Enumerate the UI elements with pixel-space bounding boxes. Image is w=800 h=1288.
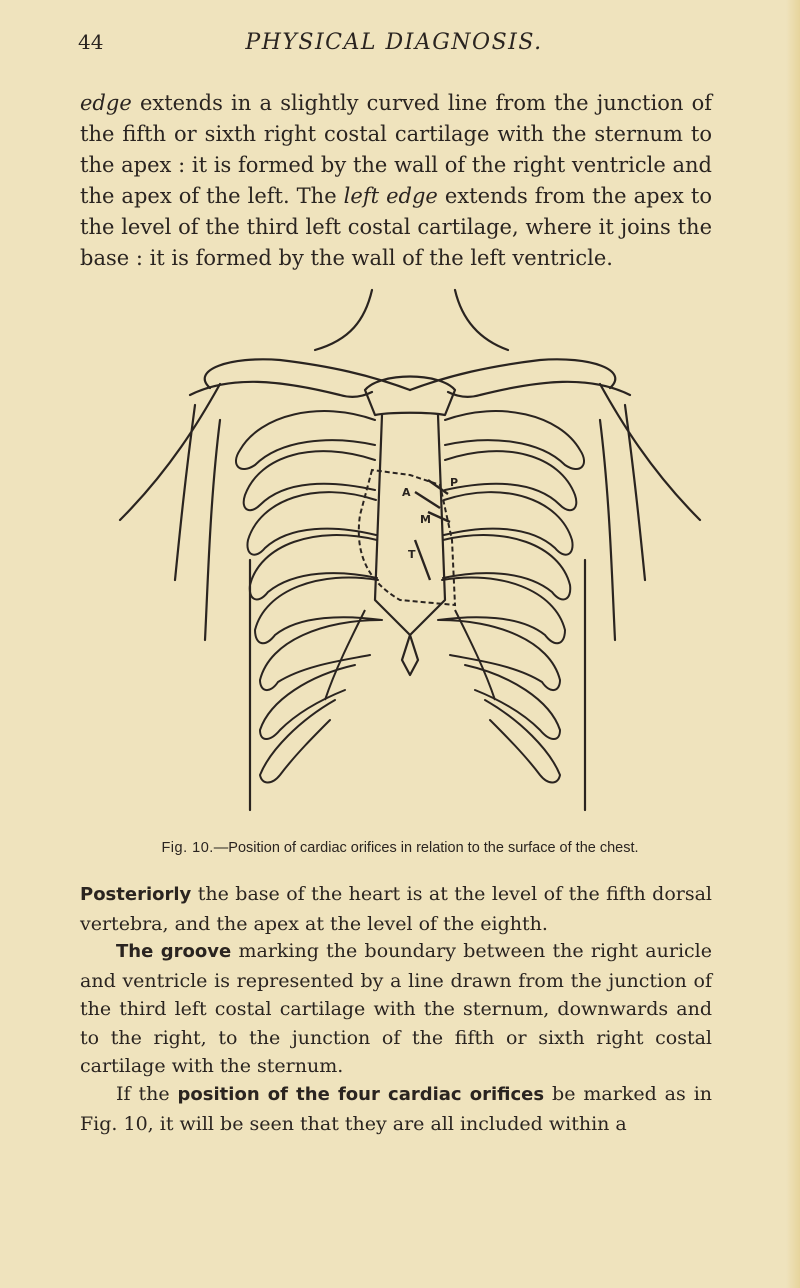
- chest-diagram: [110, 280, 710, 820]
- chest-wall-right: [600, 384, 700, 520]
- figure-label: Fig. 10.: [161, 840, 214, 856]
- costal-arch: [325, 610, 495, 700]
- figure-caption-text: —Position of cardiac orifices in relation to the surface of the chest.: [213, 840, 639, 856]
- neck-right-line: [455, 290, 508, 350]
- lead-term-orifices: position of the four cardiac orifices: [177, 1084, 545, 1105]
- paragraph-orifices: [80, 1080, 712, 1138]
- label-m: M: [420, 513, 431, 526]
- page-edge-shading: [786, 0, 800, 1288]
- xiphoid: [402, 635, 418, 675]
- paragraph-heart-edges: [80, 88, 712, 274]
- label-t: T: [408, 548, 416, 561]
- pulmonary-orifice-mark: [428, 480, 448, 494]
- page-header: [78, 30, 710, 64]
- sternum-body: [375, 415, 445, 635]
- manubrium: [365, 377, 455, 416]
- figure-caption: [80, 840, 720, 856]
- label-p: P: [450, 476, 459, 489]
- italic-term-left-edge: left edge: [343, 184, 438, 208]
- arm-right-inner: [600, 420, 615, 640]
- arm-right: [625, 405, 645, 580]
- chest-wall-left: [120, 384, 220, 520]
- neck-left-line: [315, 290, 372, 350]
- lead-term-posteriorly: Posteriorly: [80, 884, 192, 905]
- ribs-right: [438, 411, 584, 782]
- page-number: 44: [78, 30, 104, 54]
- paragraph-text: extends from the apex to the level of the third left costal cartilage, where it joins the base : it is formed by the wall of the left ventricle.: [80, 184, 712, 270]
- lead-term-groove: The groove: [116, 941, 232, 962]
- italic-term-edge: edge: [80, 91, 132, 115]
- shoulder-left: [205, 359, 410, 390]
- label-a: A: [402, 486, 411, 499]
- paragraph-groove: [80, 937, 712, 1081]
- paragraph-text: the base of the heart is at the level of the fifth dorsal vertebra, and the apex at the level of the eighth.: [80, 883, 712, 935]
- tricuspid-orifice-mark: [415, 540, 430, 580]
- arm-left: [175, 405, 195, 580]
- paragraph-posteriorly: [80, 880, 712, 938]
- arm-left-inner: [205, 420, 220, 640]
- paragraph-text: extends in a slightly curved line from the junction of the fifth or sixth right costal cartilage with the sternum to the apex : it is formed by the wall of the right ventricle and the apex of the left. The: [80, 91, 712, 208]
- ribs-left: [236, 411, 382, 782]
- paragraph-text: be marked as in Fig. 10, it will be seen that they are all included within a: [80, 1083, 713, 1135]
- running-head: PHYSICAL DIAGNOSIS.: [245, 30, 543, 55]
- shoulder-right: [410, 359, 615, 390]
- aortic-orifice-mark: [415, 492, 440, 508]
- paragraph-text: If the: [116, 1083, 178, 1105]
- paragraph-text: marking the boundary between the right auricle and ventricle is represented by a line drawn from the junction of the third left costal cartilage with the sternum, downwards and to the right, to the junction of the fifth or sixth right costal cartilage with the sternum.: [80, 940, 712, 1078]
